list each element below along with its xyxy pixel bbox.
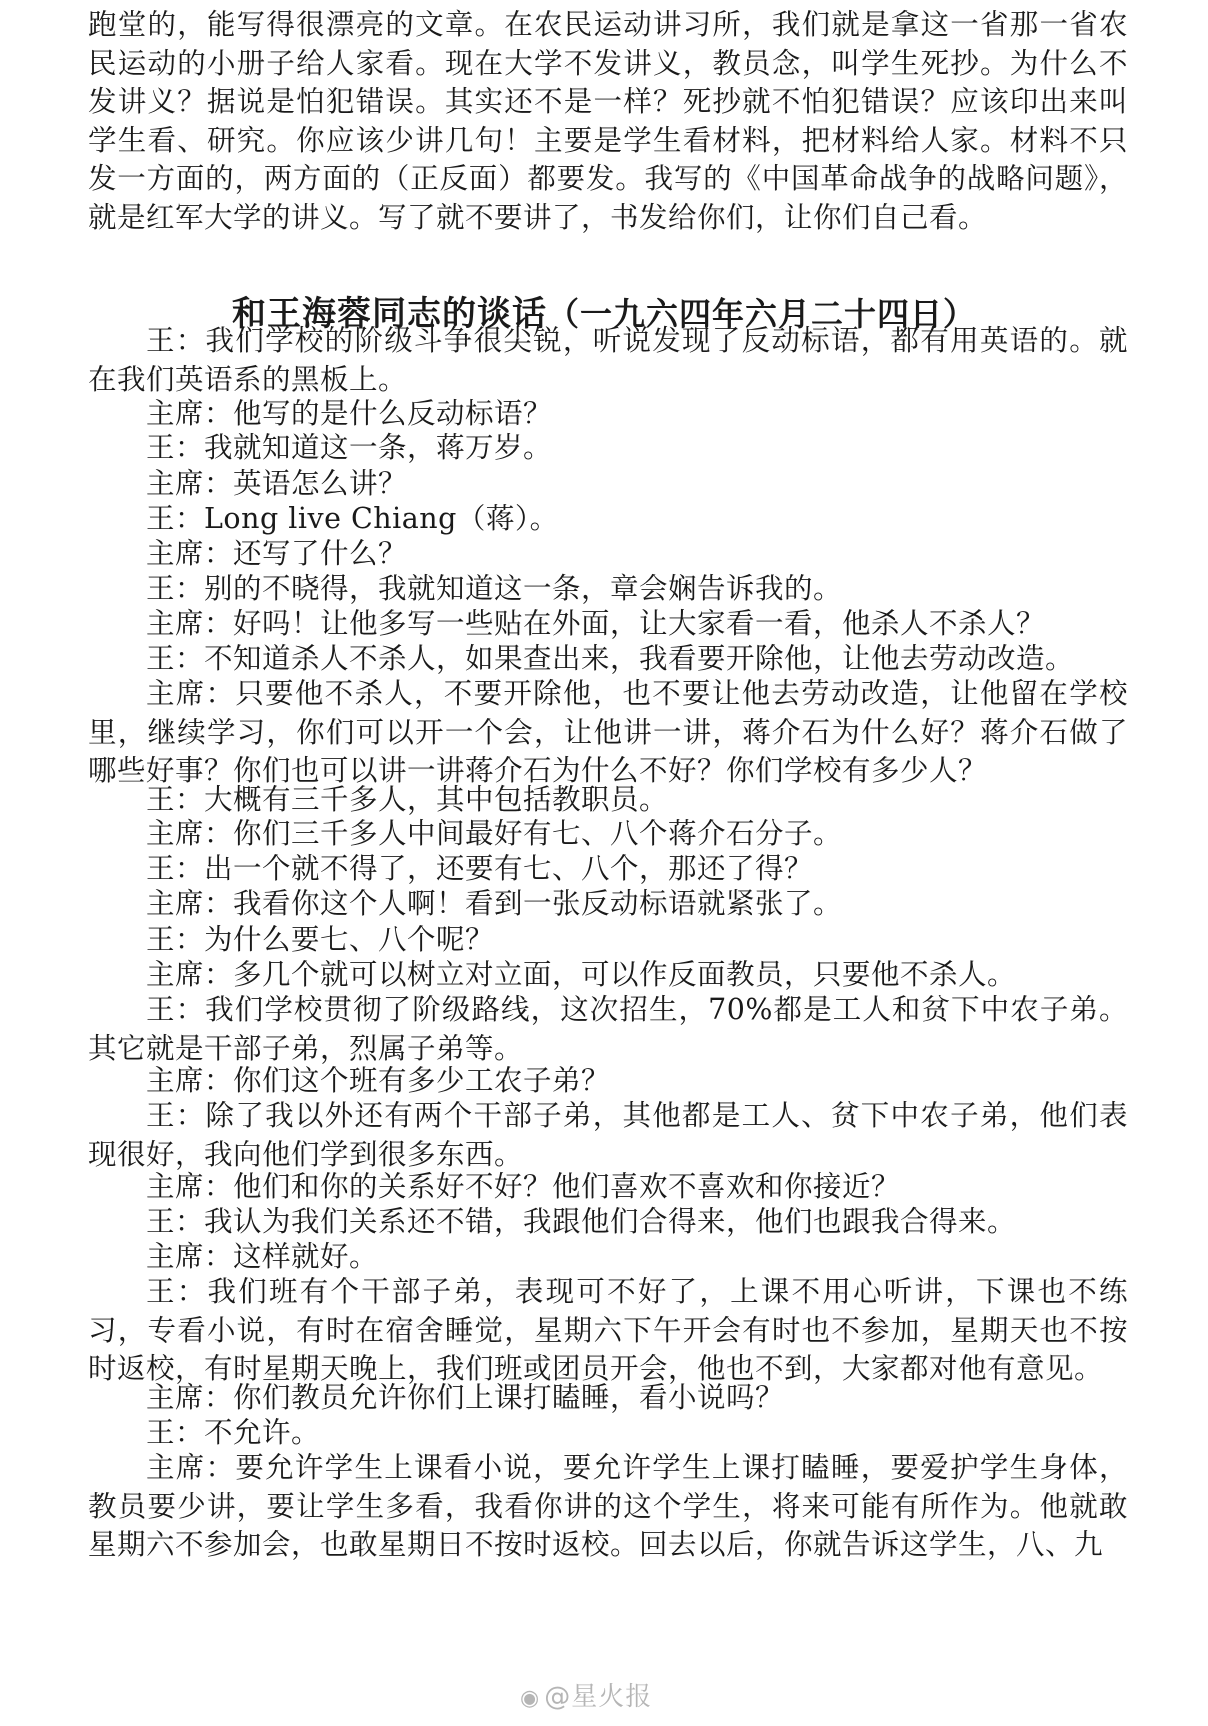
dialogue-line: 主席：你们这个班有多少工农子弟？ bbox=[146, 1064, 611, 1097]
dialogue-line: 王：为什么要七、八个呢？ bbox=[146, 923, 495, 956]
dialogue-line: 主席：多几个就可以树立对立面，可以作反面教员，只要他不杀人。 bbox=[146, 958, 1017, 991]
dialogue-line: 主席：还写了什么？ bbox=[146, 537, 408, 570]
dialogue-line: 主席：你们教员允许你们上课打瞌睡，看小说吗？ bbox=[146, 1381, 785, 1414]
dialogue-line: 王：大概有三千多人，其中包括教职员。 bbox=[146, 783, 669, 816]
dialogue-line: 王：我就知道这一条，蒋万岁。 bbox=[146, 431, 553, 464]
dialogue-line: 主席：他写的是什么反动标语？ bbox=[146, 397, 553, 430]
dialogue-line: 王：我们学校的阶级斗争很尖锐，听说发现了反动标语，都有用英语的。就在我们英语系的黑板上。 bbox=[88, 324, 1128, 396]
dialogue-line: 主席：要允许学生上课看小说，要允许学生上课打瞌睡，要爱护学生身体，教员要少讲，要让学生多看，我看你讲的这个学生，将来可能有所作为。他就敢星期六不参加会，也敢星期日不按时返校。回去以后，你就告诉这学生，八、九 bbox=[88, 1451, 1128, 1562]
dialogue-line: 王：不允许。 bbox=[146, 1416, 321, 1449]
weibo-icon: ◉ bbox=[520, 1686, 541, 1711]
dialogue-line: 王：出一个就不得了，还要有七、八个，那还了得？ bbox=[146, 852, 814, 885]
intro-paragraph: 跑堂的，能写得很漂亮的文章。在农民运动讲习所，我们就是拿这一省那一省农民运动的小册子给人家看。现在大学不发讲义，教员念，叫学生死抄。为什么不发讲义？据说是怕犯错误。其实还不是一样？死抄就不怕犯错误？应该印出来叫学生看、研究。你应该少讲几句！主要是学生看材料，把材料给人家。材料不只发一方面的，两方面的（正反面）都要发。我写的《中国革命战争的战略问题》，就是红军大学的讲义。写了就不要讲了，书发给你们，让你们自己看。 bbox=[88, 8, 1128, 234]
dialogue-line: 王：不知道杀人不杀人，如果查出来，我看要开除他，让他去劳动改造。 bbox=[146, 642, 1075, 675]
dialogue-line: 王：除了我以外还有两个干部子弟，其他都是工人、贫下中农子弟，他们表现很好，我向他们学到很多东西。 bbox=[88, 1099, 1128, 1171]
dialogue-line: 王：我们学校贯彻了阶级路线，这次招生，70%都是工人和贫下中农子弟。其它就是干部子弟，烈属子弟等。 bbox=[88, 993, 1128, 1065]
dialogue-line: 主席：只要他不杀人，不要开除他，也不要让他去劳动改造，让他留在学校里，继续学习，你们可以开一个会，让他讲一讲，蒋介石为什么好？蒋介石做了哪些好事？你们也可以讲一讲蒋介石为什么不好？你们学校有多少人？ bbox=[88, 677, 1128, 788]
dialogue-line: 王：别的不晓得，我就知道这一条，章会娴告诉我的。 bbox=[146, 572, 843, 605]
dialogue-line: 王：Long live Chiang（蒋）。 bbox=[146, 502, 559, 535]
dialogue-line: 主席：你们三千多人中间最好有七、八个蒋介石分子。 bbox=[146, 817, 843, 850]
dialogue-line: 王：我们班有个干部子弟，表现可不好了，上课不用心听讲，下课也不练习，专看小说，有时在宿舍睡觉，星期六下午开会有时也不参加，星期天也不按时返校，有时星期天晚上，我们班或团员开会，他也不到，大家都对他有意见。 bbox=[88, 1275, 1128, 1386]
dialogue-line: 主席：英语怎么讲？ bbox=[146, 467, 408, 500]
dialogue-line: 主席：好吗！让他多写一些贴在外面，让大家看一看，他杀人不杀人？ bbox=[146, 607, 1046, 640]
section-date: （一九六四年六月二十四日） bbox=[546, 295, 976, 333]
dialogue-line: 王：我认为我们关系还不错，我跟他们合得来，他们也跟我合得来。 bbox=[146, 1205, 1017, 1238]
section-title-text: 和王海蓉同志的谈话 bbox=[231, 294, 547, 334]
dialogue-line: 主席：他们和你的关系好不好？他们喜欢不喜欢和你接近？ bbox=[146, 1170, 901, 1203]
watermark bbox=[520, 1676, 652, 1713]
dialogue-line: 主席：这样就好。 bbox=[146, 1240, 379, 1273]
watermark-text: @星火报 bbox=[544, 1682, 653, 1712]
dialogue-line: 主席：我看你这个人啊！看到一张反动标语就紧张了。 bbox=[146, 887, 843, 920]
